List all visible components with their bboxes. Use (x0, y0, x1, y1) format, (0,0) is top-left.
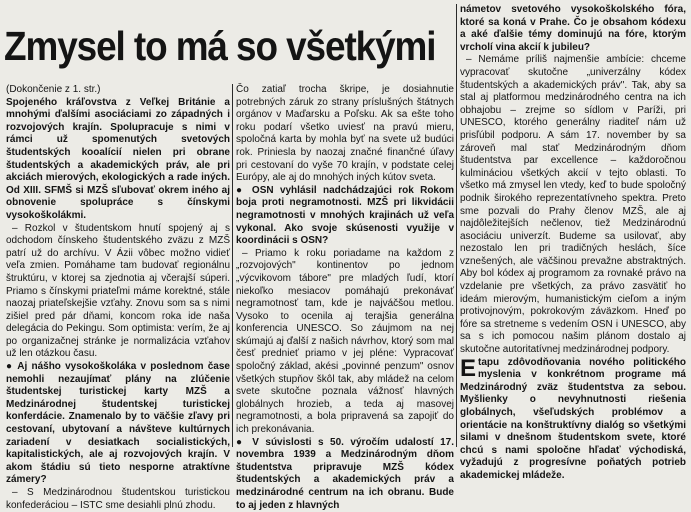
answer-paragraph: – Priamo k roku poriadame na každom z „rozvojových" kontinentov po jednom „výcvikovom tábore" pre mladých ľudí, ktorí niekoľko mesiacov pomáhajú prekonávať negramotnosť tam, kde je najváčšou metlou. Vysoko to ocenila aj terajšia generálna konferencia UNESCO. So záujmom na nej skúmajú aj ďalší z našich návrhov, ktorý som mal česť prednieť priamo v jej pléne: Vypracovať spoločný základ, akési „povinné penzum" osnov všetkých stupňov škôl tak, aby mládež na celom svete skutočne poznala vážnosť hlavných globálnych hrozieb, a teda aj masovej negramotnosti, a bola pripravená sa zapojiť do ich prekonávania. (236, 247, 454, 436)
question-paragraph: ● Aj nášho vysokoškoláka v poslednom čase nemohli nezaujímať plány na zlúčenie študentskej turistickej karty MZŠ a Medzinárodnej študentskej turistickej konferdácie. Znamenalo by to väčšie zľavy pri cestovaní, ubytovaní a návšteve kultúrnych zariadení v desiatkach socialistických, kapitalistických, ale aj rozvojových krajín. V akom štádiu sú tieto nesporne atraktívne zámery? (6, 361, 230, 486)
closing-paragraph (460, 354, 686, 483)
article-headline: Zmysel to má so všetkými (4, 23, 436, 69)
column-rule-1 (232, 84, 233, 447)
continuation-note: (Dokončenie z 1. str.) (6, 84, 101, 95)
answer-paragraph: – S Medzinárodnou študentskou turistickou konfederáciou – ISTC sme desiahli plnú zhodu. (6, 487, 230, 511)
article-column-2 (236, 84, 454, 511)
answer-paragraph: Čo zatiaľ trocha škripe, je dosiahnutie potrebných záruk zo strany príslušných štátnych orgánov v Maďarsku a Poľsku. Ak sa ešte toho roku podarí všetko uviesť na pravú mieru, spoločná karta by mohla byť na svete už budúci rok. Priniesla by naozaj značné finančné úľavy pri cestovaní do vyše 70 krajín, v podstate celej Európy, ale aj do mnohých iných kútov sveta. (236, 84, 454, 184)
article-column-3 (460, 4, 686, 481)
question-paragraph: ● OSN vyhlásil nadchádzajúci rok Rokom boja proti negramotnosti. MZŠ pri likvidácii negramotnosti v mnohých krajinách už veľa vykonal. Ako svoje skúsenosti využije v koordinácii s OSN? (236, 184, 454, 247)
column-rule-2 (456, 4, 457, 447)
drop-cap: E (460, 354, 477, 382)
question-paragraph: ● V súvislosti s 50. výročím udalostí 17. novembra 1939 a Medzinárodným dňom študentstva pripravuje MZŠ kódex študentských a akademických práv a medzinárodné centrum na ich obranu. Bude to aj jeden z hlavných (236, 436, 454, 511)
article-column-1 (6, 84, 230, 511)
closing-text: tapu zdôvodňovania nového politického myslenia v konkrétnom programe má Medzinárodný zväz študentstva za sebou. Myšlienky o nevyhnutnosti riešenia globálnych, všeľudských problémov a orientácie na konštruktívny dialóg so všetkými silami v dnešnom študentskom svete, ktoré chcú s nami spoločne hľadať východiská, vyžadujú z progresívne poňatých potrieb akademickej mládeže. (460, 356, 686, 481)
answer-paragraph: – Nemáme príliš najmenšie ambície: chceme vypracovať skutočne „univerzálny kódex študentských a akademických práv". Tak, aby sa stal aj platformou medzinárodného centra na ich obhajobu – zrejme so sídlom v Paríži, pri UNESCO, ktorého generálny riaditeľ nám už prisľúbil podporu. A sám 17. november by sa zároveň mal stať Medzinárodným dňom študentstva par excellence – každoročnou kulmináciou všetkých akcií v tejto oblasti. To všetko má zmysel len vtedy, keď to bude spoločný podnik širokého reprezentatívneho spektra. Preto sme pozvali do Prahy členov MZŠ, ale aj najdôležitejších nečlenov, tiež Medzinárodnú asociáciu univerzít. Budeme sa usilovať, aby nezostalo len pri tradičných heslách, šíce vznešených, ale väčšinou prevažne abstraktných. Aby bol kódex aj programom za rovnaké právo na vzdelanie pre všetkých, za právo zasvätiť ho ideám mierovým, humanistickým cieľom a iným protivojnovým, pokrokovým záväzkom. Hneď po fóre sa stretneme s vedením OSN i UNESCO, aby sa s ich pomocou našim plánom dostalo aj skutočne autoritatívnej medzinárodnej podpory. (460, 54, 686, 356)
answer-paragraph: – Rozkol v študentskom hnutí spojený aj s odchodom čínskeho študentského zväzu z MZŠ patrí už do archívu. V Ázii vôbec možno vidieť veľa zmien. Pomáhame tam budovať regionálnu štruktúru, v ktorej sa zjednotia aj včerajší súperi. Priamo s čínskymi priateľmi máme korektné, stále naozaj priateľskejšie vzťahy. Znovu som sa s nimi zišiel pred pár dňami, koncom roka ide naša delegácia do Pekingu. Som optimista: verím, že aj po organizačnej stránke je normalizácia vzťahov už len otázkou času. (6, 222, 230, 360)
question-paragraph: námetov svetového vysokoškolského fóra, ktoré sa koná v Prahe. Čo je obsahom kódexu a aké ďalšie témy dominujú na fóre, ktorým vrcholí vina akcií k jubileu? (460, 4, 686, 53)
intro-paragraph: Spojeného kráľovstva z Veľkej Británie a mnohými ďalšími asociáciami zo západných i rozvojových krajín. Spolupracuje s nimi v rámci už spomenutých svetových študentských kooalícií nielen pri obrane študentských a akademických práv, ale pri akciách mierových, ekologických a rade iných. Od XIII. SFMŠ si MZŠ sľubovať okrem iného aj obnovenie spolupráce s čínskymi vysokoškolákmi. (6, 96, 230, 221)
